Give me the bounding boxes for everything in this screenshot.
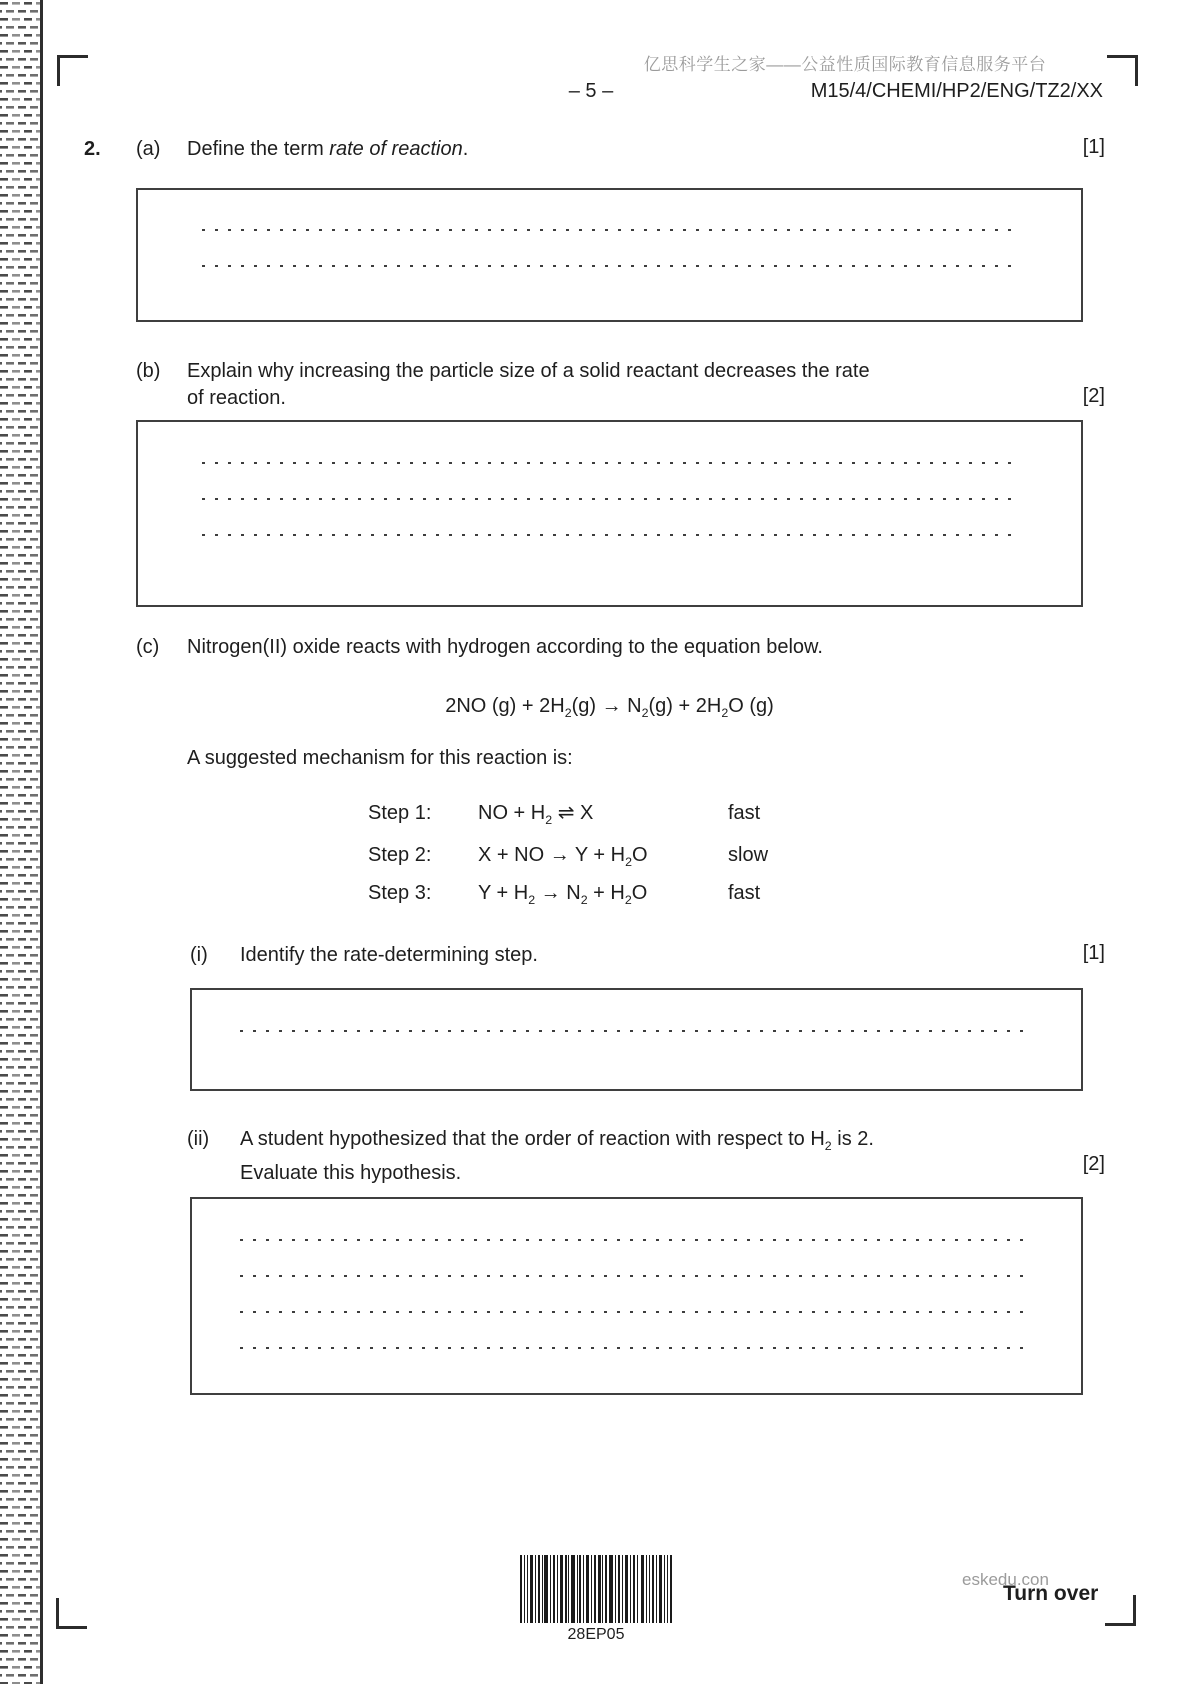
part-a-text — [187, 136, 468, 163]
part-b-text-line2: of reaction. — [187, 387, 286, 409]
answer-dotted-line — [240, 1030, 1033, 1032]
step-label: Step 1: — [368, 802, 432, 824]
part-a-text-italic-term: rate of reaction — [329, 138, 463, 160]
part-c-ii-text-line1: A student hypothesized that the order of reaction with respect to $H_2$ is 2. — [240, 1128, 874, 1153]
step-label: Step 3: — [368, 882, 432, 904]
part-c-i-label: (i) — [190, 944, 208, 966]
part-a-text-prefix: Define the term — [187, 138, 330, 160]
step-rate: slow — [728, 844, 769, 866]
corner-mark-bottom-left — [56, 1598, 87, 1629]
step-row — [0, 880, 1191, 908]
part-c-label: (c) — [136, 636, 160, 658]
part-c-i-marks: [1] — [1082, 942, 1105, 964]
corner-mark-top-right — [1107, 55, 1138, 86]
answer-dotted-line — [202, 229, 1017, 231]
part-c-ii-text — [240, 1126, 874, 1187]
mechanism-intro: A suggested mechanism for this reaction is: — [187, 747, 573, 769]
part-a-text-suffix: . — [462, 138, 469, 160]
page-number: – 5 – — [568, 80, 614, 102]
part-b-marks: [2] — [1082, 385, 1105, 407]
part-c-intro: Nitrogen(II) oxide reacts with hydrogen according to the equation below. — [187, 636, 823, 658]
turn-over-label: Turn over — [1003, 1582, 1099, 1605]
answer-dotted-line — [202, 498, 1017, 500]
step-label: Step 2: — [368, 844, 432, 866]
corner-mark-top-left — [57, 55, 88, 86]
part-a-marks: [1] — [1082, 136, 1105, 158]
part-c-i-text: Identify the rate-determining step. — [240, 944, 538, 966]
part-c-ii-text-line2: Evaluate this hypothesis. — [240, 1162, 462, 1184]
step-rate: fast — [728, 882, 761, 904]
answer-box-c-i — [190, 988, 1083, 1091]
answer-dotted-line — [240, 1311, 1033, 1313]
paper-code: M15/4/CHEMI/HP2/ENG/TZ2/XX — [810, 80, 1103, 102]
part-b-label: (b) — [136, 360, 161, 382]
answer-dotted-line — [240, 1347, 1033, 1349]
step-formula: X + NO → $Y + H_2O$ — [478, 844, 648, 869]
corner-mark-bottom-right — [1105, 1595, 1136, 1626]
part-b-text — [187, 358, 870, 412]
answer-box-c-ii — [190, 1197, 1083, 1395]
step-formula: $Y + H_2 \to N_2 + H_2O$ — [478, 882, 648, 907]
step-formula: NO + $H_2$ ⇌ X — [478, 802, 594, 827]
barcode-label: 28EP05 — [567, 1626, 625, 1643]
part-c-ii-label: (ii) — [187, 1128, 210, 1150]
step-row — [0, 800, 1191, 828]
chemical-equation: 2NO $(g) + 2H_2(g) \to N_2(g) + 2H_2O$ (g) — [445, 695, 774, 720]
answer-dotted-line — [202, 462, 1017, 464]
part-c-ii-marks: [2] — [1082, 1153, 1105, 1175]
part-b-text-line1: Explain why increasing the particle size of a solid reactant decreases the rate — [187, 360, 870, 382]
question-number: 2. — [84, 138, 101, 160]
answer-box-a — [136, 188, 1083, 322]
step-rate: fast — [728, 802, 761, 824]
answer-dotted-line — [202, 265, 1017, 267]
step-row — [0, 842, 1191, 870]
header-watermark: 亿思科学生之家——公益性质国际教育信息服务平台 — [643, 55, 1047, 74]
part-a-label: (a) — [136, 138, 161, 160]
answer-dotted-line — [240, 1275, 1033, 1277]
answer-dotted-line — [240, 1239, 1033, 1241]
barcode — [520, 1555, 672, 1623]
footer-watermark: eskedu.con — [962, 1570, 1049, 1589]
answer-dotted-line — [202, 534, 1017, 536]
answer-box-b — [136, 420, 1083, 607]
